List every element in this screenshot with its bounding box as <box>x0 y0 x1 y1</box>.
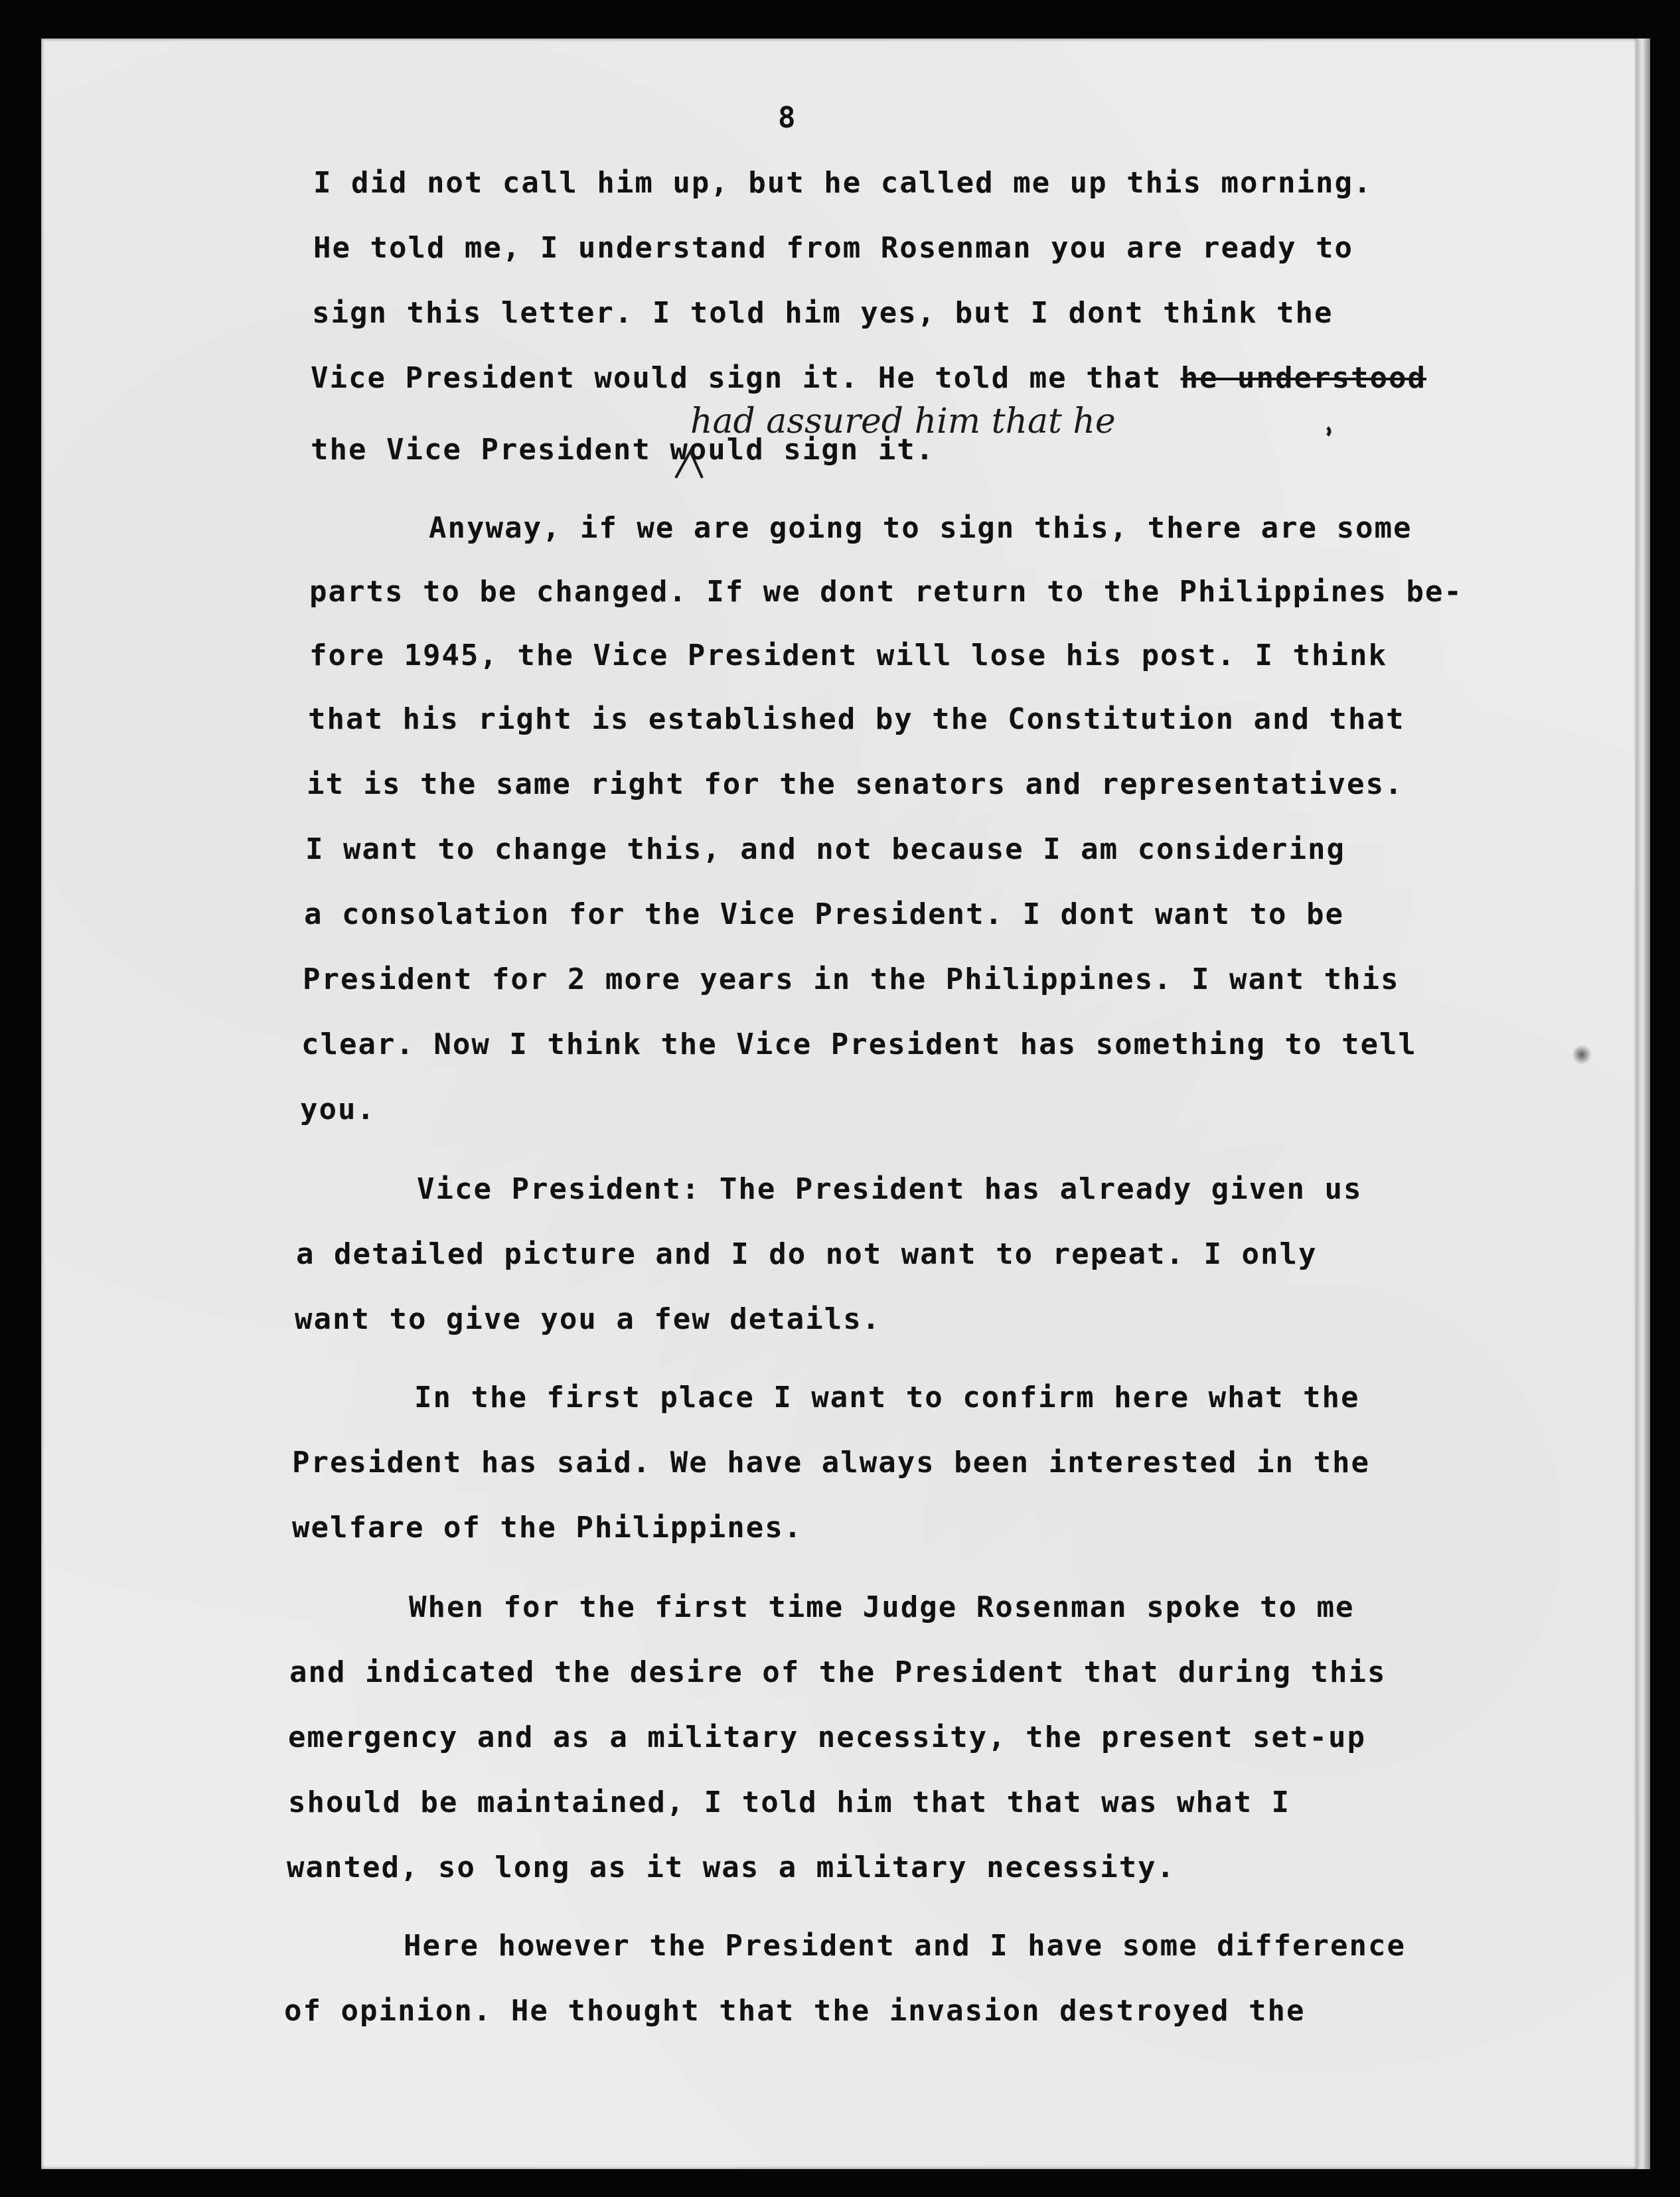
text-line: a consolation for the Vice President. I dont want to be <box>304 897 1344 931</box>
document-page <box>41 38 1637 2169</box>
text-line: I want to change this, and not because I am considering <box>305 832 1345 866</box>
text-line <box>311 361 1426 396</box>
text-line: fore 1945, the Vice President will lose his post. I think <box>309 639 1387 672</box>
text-line: Vice President: The President has already given us <box>417 1172 1363 1206</box>
text-line: want to give you a few details. <box>295 1302 881 1336</box>
text-line: Here however the President and I have some difference <box>404 1929 1406 1963</box>
text-line: of opinion. He thought that the invasion destroyed the <box>284 1994 1306 2028</box>
page-number: 8 <box>778 101 797 135</box>
text-line: parts to be changed. If we dont return to the Philippines be- <box>309 575 1463 609</box>
text-line: In the first place I want to confirm here what the <box>414 1381 1360 1414</box>
text-line: wanted, so long as it was a military necessity. <box>287 1851 1176 1884</box>
text-line: When for the first time Judge Rosenman spoke to me <box>409 1590 1355 1624</box>
text-line: President has said. We have always been interested in the <box>292 1446 1370 1479</box>
text-line: President for 2 more years in the Philippines. I want this <box>303 962 1400 996</box>
text-line: He told me, I understand from Rosenman you are ready to <box>313 231 1353 265</box>
text-line: it is the same right for the senators and representatives. <box>307 767 1404 801</box>
text-line: and indicated the desire of the President that during this <box>289 1655 1387 1689</box>
page-edge <box>1637 38 1650 2169</box>
text-line: that his right is established by the Constitution and that <box>308 702 1405 736</box>
text-line: sign this letter. I told him yes, but I dont think the <box>312 296 1334 330</box>
text-line: the Vice President would sign it. <box>311 433 935 467</box>
scan-smudge <box>1572 1045 1592 1065</box>
handwritten-insertion: had assured him that he <box>690 402 1116 441</box>
text-line: clear. Now I think the Vice President has something to tell <box>301 1027 1417 1061</box>
text-line: I did not call him up, but he called me up this morning. <box>313 166 1373 200</box>
text-line: Anyway, if we are going to sign this, there are some <box>429 511 1413 545</box>
text-line: should be maintained, I told him that that was what I <box>288 1785 1290 1819</box>
text-line: emergency and as a military necessity, the present set-up <box>288 1720 1366 1754</box>
text-line: you. <box>300 1093 376 1126</box>
line-text: Vice President would sign it. He told me that <box>311 361 1181 395</box>
text-line: welfare of the Philippines. <box>292 1511 803 1545</box>
text-line: a detailed picture and I do not want to repeat. I only <box>296 1237 1318 1271</box>
struck-text: he understood <box>1180 361 1426 395</box>
